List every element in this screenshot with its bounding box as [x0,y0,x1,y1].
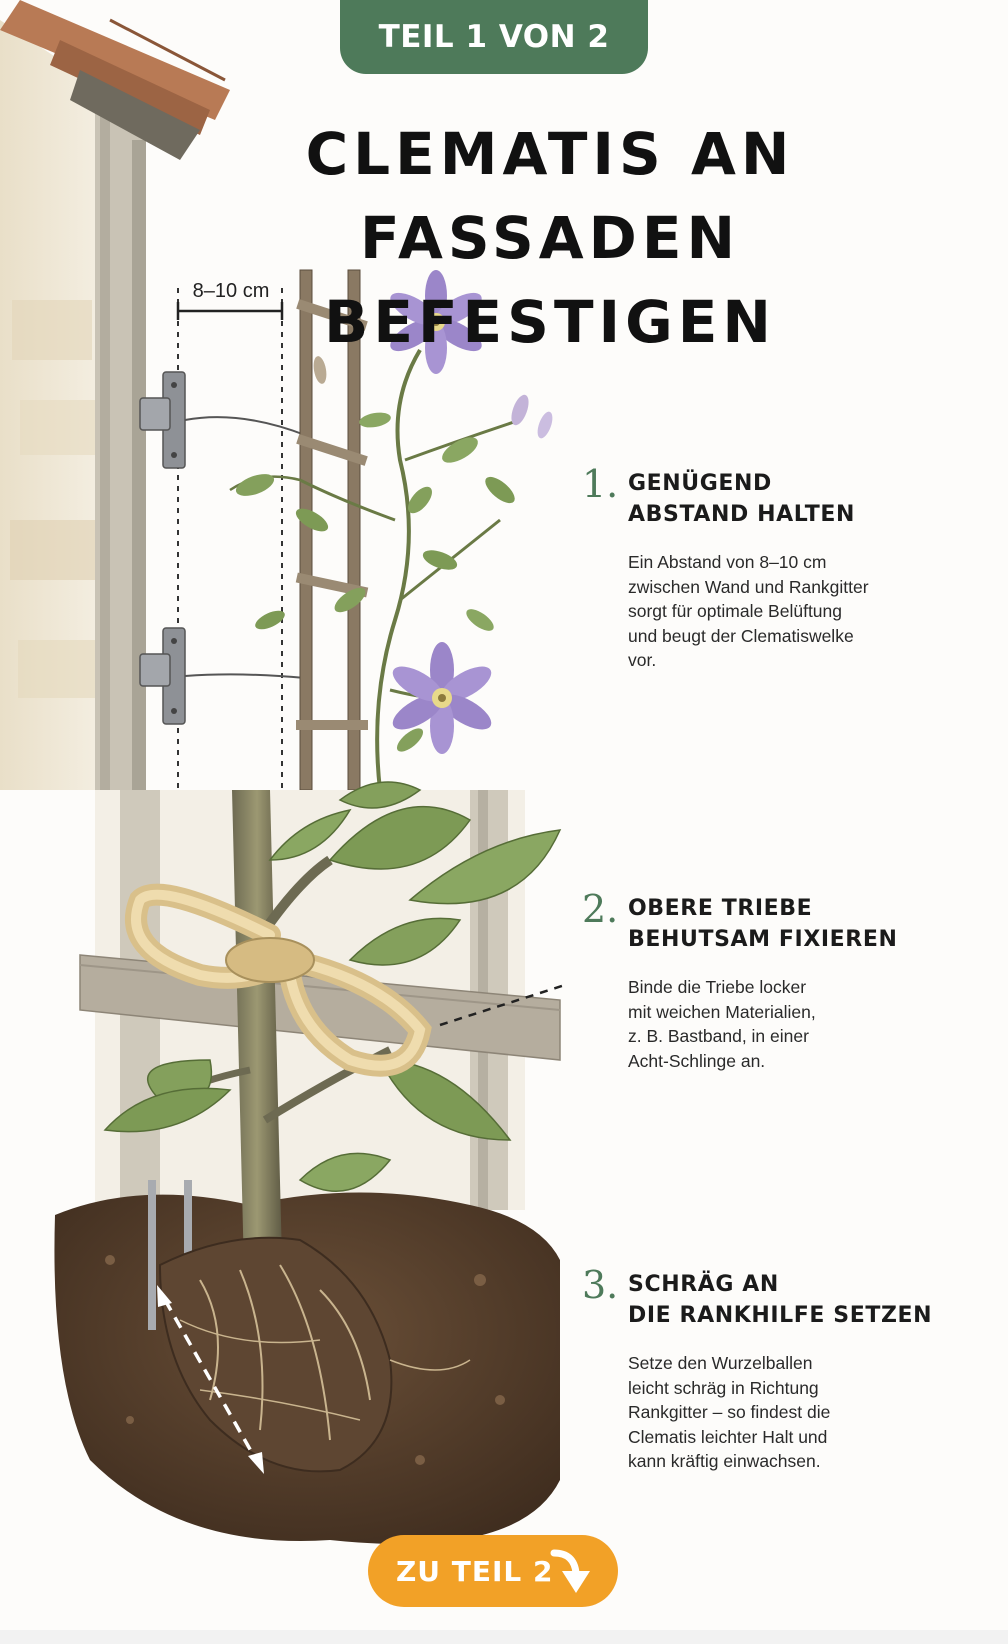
wall-brackets [140,372,305,724]
part-badge-label: TEIL 1 VON 2 [378,19,610,55]
step-3-text-line-3: Rankgitter – so findest die [628,1402,831,1422]
step-1-text-line-3: sorgt für optimale Belüftung [628,601,843,621]
step-3-text-line-1: Setze den Wurzelballen [628,1353,813,1373]
step-1-number: 1. [582,462,619,506]
step-2-text [628,975,938,1073]
step-3-number: 3. [582,1263,619,1307]
bottom-divider [0,1630,1008,1644]
step-1-heading-line-2: ABSTAND HALTEN [628,502,855,527]
step-1-heading [628,468,855,530]
house-wall [0,20,146,790]
step-1-text-line-5: vor. [628,650,657,670]
page-title [150,112,950,364]
part-badge [340,0,648,74]
next-part-button[interactable] [368,1535,618,1607]
step-1-text [628,550,938,673]
step-3-text [628,1351,938,1474]
step-2-text-line-1: Binde die Triebe locker [628,977,807,997]
step-1-text-line-1: Ein Abstand von 8–10 cm [628,552,827,572]
step-3-heading-line-1: SCHRÄG AN [628,1272,779,1297]
step-3-text-line-2: leicht schräg in Richtung [628,1377,819,1398]
step-2-heading [628,893,897,955]
step-2-text-line-2: mit weichen Materialien, [628,1001,816,1022]
step-3-text-line-5: kann kräftig einwachsen. [628,1451,821,1471]
step-2-heading-line-1: OBERE TRIEBE [628,896,813,921]
step-2-number: 2. [582,887,619,931]
step-1-text-line-4: und beugt der Clematiswelke [628,625,854,646]
step-2-text-line-4: Acht-Schlinge an. [628,1050,766,1071]
next-part-button-label: ZU TEIL 2 [396,1554,554,1588]
page-title-line-1: CLEMATIS AN [305,120,795,188]
distance-label: 8–10 cm [192,280,270,302]
step-3-text-line-4: Clematis leichter Halt und [628,1426,828,1447]
step-1-text-line-2: zwischen Wand und Rankgitter [628,576,869,597]
step-3-heading-line-2: DIE RANKHILFE SETZEN [628,1303,933,1328]
step-3-heading [628,1269,932,1331]
arrow-down-right-icon [544,1543,600,1599]
page-title-line-2: FASSADEN BEFESTIGEN [324,204,776,356]
step-2-heading-line-2: BEHUTSAM FIXIEREN [628,927,898,952]
step-1-heading-line-1: GENÜGEND [628,471,772,496]
step-2-text-line-3: z. B. Bastband, in einer [628,1026,809,1046]
